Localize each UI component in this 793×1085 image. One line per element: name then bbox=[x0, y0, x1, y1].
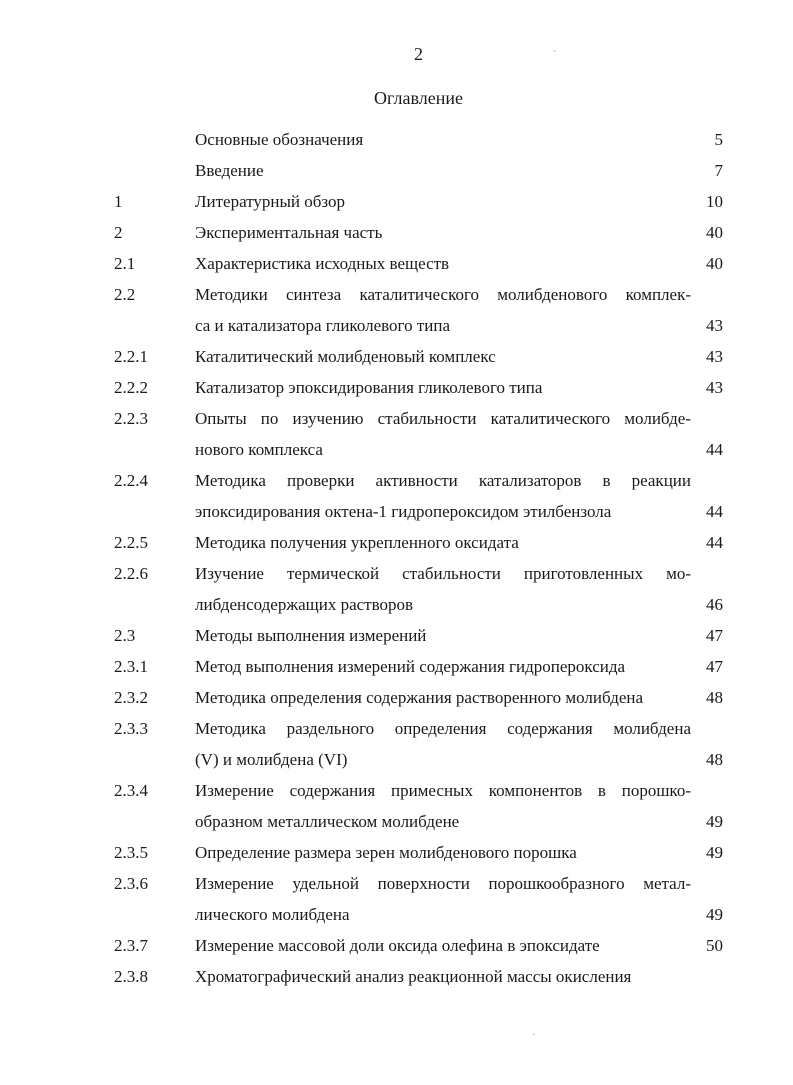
toc-entry-line: Методика раздельного определения содержания молибдена bbox=[195, 719, 691, 738]
toc-entry bbox=[0, 558, 793, 620]
toc-entry-line: Определение размера зерен молибденового порошка bbox=[195, 843, 577, 862]
toc-entry-number: 2 bbox=[114, 223, 123, 242]
toc-entry-title bbox=[195, 775, 691, 837]
toc-entry-page: 10 bbox=[706, 192, 723, 211]
toc-entry-page: 50 bbox=[706, 936, 723, 955]
toc-entry-line: либденсодержащих растворов bbox=[195, 595, 414, 614]
toc-entry bbox=[0, 465, 793, 527]
toc-entry-page: 44 bbox=[706, 533, 723, 552]
toc-entry bbox=[0, 682, 793, 713]
toc-entry-number: 2.2.3 bbox=[114, 409, 148, 428]
toc-entry-number: 2.3.7 bbox=[114, 936, 148, 955]
toc-entry-page: 46 bbox=[706, 595, 723, 614]
toc-entry bbox=[0, 124, 793, 155]
toc-entry bbox=[0, 930, 793, 961]
toc-entry-page: 49 bbox=[706, 843, 723, 862]
toc-entry-page: 49 bbox=[706, 812, 723, 831]
toc-entry-line: Хроматографический анализ реакционной массы окисления bbox=[195, 967, 632, 986]
toc-entry-line: Методики синтеза каталитического молибденового комплек- bbox=[195, 285, 691, 304]
toc-entry-number: 2.3.3 bbox=[114, 719, 148, 738]
toc-entry-line: Введение bbox=[195, 161, 264, 180]
toc-entry-number: 2.2.4 bbox=[114, 471, 148, 490]
toc-entry-number: 2.3.1 bbox=[114, 657, 148, 676]
toc-entry bbox=[0, 713, 793, 775]
toc-entry-page: 49 bbox=[706, 905, 723, 924]
toc-entry bbox=[0, 341, 793, 372]
toc-entry bbox=[0, 217, 793, 248]
toc-entry-number: 2.2.1 bbox=[114, 347, 148, 366]
toc-entry-title bbox=[195, 124, 691, 155]
toc-entry-title bbox=[195, 186, 691, 217]
page-title: Оглавление bbox=[374, 88, 463, 108]
toc-entry bbox=[0, 620, 793, 651]
toc-entry-title bbox=[195, 341, 691, 372]
toc-entry bbox=[0, 155, 793, 186]
toc-entry-page: 43 bbox=[706, 378, 723, 397]
toc-entry-line: Измерение содержания примесных компонентов в порошко- bbox=[195, 781, 691, 800]
table-of-contents bbox=[0, 124, 793, 992]
toc-entry-title bbox=[195, 279, 691, 341]
toc-entry-page: 44 bbox=[706, 440, 723, 459]
toc-entry-title bbox=[195, 930, 691, 961]
toc-entry bbox=[0, 248, 793, 279]
toc-entry-line: эпоксидирования октена-1 гидропероксидом этилбензола bbox=[195, 502, 612, 521]
scan-mark: ᵕ bbox=[553, 46, 556, 57]
toc-entry-number: 2.2.6 bbox=[114, 564, 148, 583]
toc-entry bbox=[0, 186, 793, 217]
toc-entry-number: 2.2 bbox=[114, 285, 136, 304]
toc-entry-line: Методы выполнения измерений bbox=[195, 626, 427, 645]
toc-entry-line: образном металлическом молибдене bbox=[195, 812, 460, 831]
toc-entry-title bbox=[195, 558, 691, 620]
toc-entry-number: 2.3.6 bbox=[114, 874, 148, 893]
toc-entry-page: 40 bbox=[706, 223, 723, 242]
toc-entry-number: 1 bbox=[114, 192, 123, 211]
toc-entry bbox=[0, 961, 793, 992]
toc-entry bbox=[0, 868, 793, 930]
toc-entry-line: лического молибдена bbox=[195, 905, 350, 924]
toc-entry-page: 43 bbox=[706, 316, 723, 335]
toc-entry-number: 2.3.2 bbox=[114, 688, 148, 707]
toc-entry-page: 48 bbox=[706, 750, 723, 769]
toc-entry-page: 5 bbox=[714, 130, 723, 149]
toc-entry-title bbox=[195, 961, 691, 992]
toc-entry-page: 48 bbox=[706, 688, 723, 707]
toc-entry-title bbox=[195, 155, 691, 186]
toc-entry-number: 2.2.2 bbox=[114, 378, 148, 397]
toc-entry-title bbox=[195, 651, 691, 682]
toc-entry-page: 7 bbox=[714, 161, 723, 180]
toc-entry bbox=[0, 372, 793, 403]
toc-entry-page: 47 bbox=[706, 657, 723, 676]
toc-entry bbox=[0, 775, 793, 837]
toc-entry-line: Методика получения укрепленного оксидата bbox=[195, 533, 519, 552]
toc-entry-line: Литературный обзор bbox=[195, 192, 346, 211]
toc-entry-number: 2.3.5 bbox=[114, 843, 148, 862]
toc-entry-number: 2.3.4 bbox=[114, 781, 148, 800]
toc-entry-number: 2.2.5 bbox=[114, 533, 148, 552]
toc-entry-line: Методика определения содержания растворенного молибдена bbox=[195, 688, 644, 707]
toc-entry-line: Характеристика исходных веществ bbox=[195, 254, 450, 273]
toc-entry-title bbox=[195, 217, 691, 248]
toc-entry-title bbox=[195, 372, 691, 403]
toc-entry-number: 2.3.8 bbox=[114, 967, 148, 986]
toc-entry-title bbox=[195, 465, 691, 527]
toc-entry-line: Измерение удельной поверхности порошкообразного метал- bbox=[195, 874, 691, 893]
toc-entry-title bbox=[195, 837, 691, 868]
toc-entry-line: Экспериментальная часть bbox=[195, 223, 383, 242]
toc-entry-line: Опыты по изучению стабильности каталитического молибде- bbox=[195, 409, 691, 428]
toc-entry-line: Каталитический молибденовый комплекс bbox=[195, 347, 496, 366]
toc-entry-line: са и катализатора гликолевого типа bbox=[195, 316, 451, 335]
toc-entry-line: Основные обозначения bbox=[195, 130, 364, 149]
toc-entry-title bbox=[195, 527, 691, 558]
toc-entry bbox=[0, 527, 793, 558]
page-number: 2 bbox=[414, 44, 423, 64]
toc-entry-line: Методика проверки активности катализаторов в реакции bbox=[195, 471, 691, 490]
toc-entry-title bbox=[195, 403, 691, 465]
toc-entry-page: 44 bbox=[706, 502, 723, 521]
toc-entry-line: Изучение термической стабильности приготовленных мо- bbox=[195, 564, 691, 583]
toc-entry-number: 2.1 bbox=[114, 254, 136, 273]
toc-entry-title bbox=[195, 682, 691, 713]
toc-entry bbox=[0, 403, 793, 465]
scan-dot: · bbox=[532, 1030, 536, 1041]
toc-entry-line: (V) и молибдена (VI) bbox=[195, 750, 348, 769]
toc-entry bbox=[0, 651, 793, 682]
toc-entry-title bbox=[195, 248, 691, 279]
toc-entry-page: 47 bbox=[706, 626, 723, 645]
toc-entry bbox=[0, 279, 793, 341]
toc-entry-line: Катализатор эпоксидирования гликолевого типа bbox=[195, 378, 543, 397]
toc-entry-page: 40 bbox=[706, 254, 723, 273]
toc-entry bbox=[0, 837, 793, 868]
toc-entry-line: Измерение массовой доли оксида олефина в эпоксидате bbox=[195, 936, 600, 955]
toc-entry-line: Метод выполнения измерений содержания гидропероксида bbox=[195, 657, 626, 676]
toc-entry-title bbox=[195, 868, 691, 930]
toc-entry-line: нового комплекса bbox=[195, 440, 323, 459]
toc-entry-page: 43 bbox=[706, 347, 723, 366]
toc-entry-number: 2.3 bbox=[114, 626, 136, 645]
toc-entry-title bbox=[195, 713, 691, 775]
toc-entry-title bbox=[195, 620, 691, 651]
